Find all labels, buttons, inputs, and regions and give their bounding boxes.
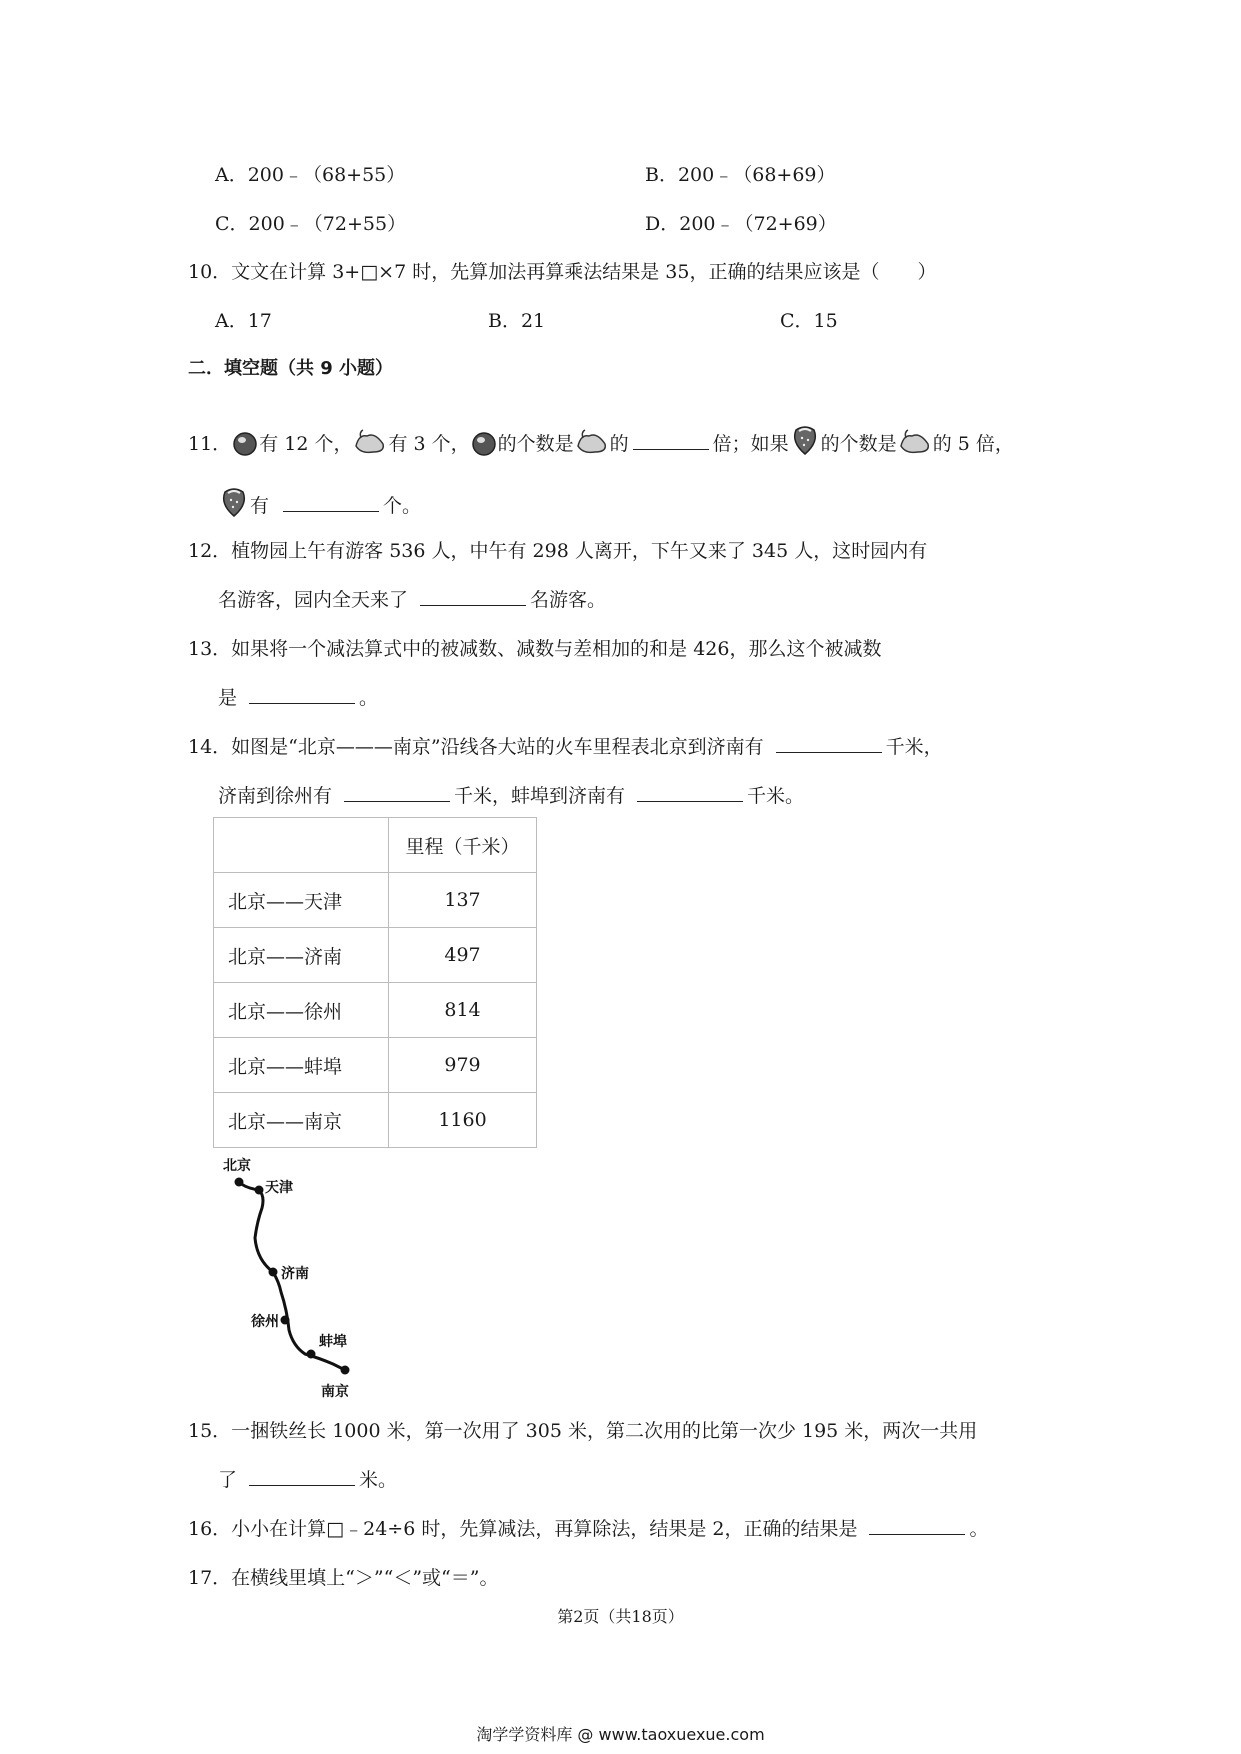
station-label: 北京	[223, 1158, 251, 1174]
table-row	[214, 928, 537, 983]
watermark: 淘学学资料库 @ www.taoxuexue.com	[476, 1725, 765, 1744]
table-cell-distance: 979	[389, 1038, 537, 1093]
table-cell-route: 北京——天津	[214, 873, 389, 928]
page-number: 第2页（共18页）	[557, 1607, 684, 1626]
q9-option-a: A．200﹣（68+55）	[215, 164, 406, 186]
mileage-table	[213, 817, 537, 1148]
station-label: 蚌埠	[319, 1334, 347, 1350]
q11-blank-2[interactable]	[283, 493, 379, 512]
q14-line2: 济南到徐州有 千米，蚌埠到济南有 千米。	[218, 785, 805, 807]
table-header-cell: 里程（千米）	[389, 818, 537, 873]
table-row	[214, 873, 537, 928]
q17-line: 17．在横线里填上“＞”“＜”或“＝”。	[188, 1567, 499, 1589]
q10-option-b: B．21	[488, 310, 546, 332]
q16-blank[interactable]	[869, 1516, 965, 1535]
q10-stem: 10．文文在计算 3+□×7 时，先算加法再算乘法结果是 35，正确的结果应该是（ ）	[188, 261, 937, 283]
apple-icon	[471, 430, 497, 463]
q12-blank[interactable]	[420, 587, 526, 606]
q14-line1: 14．如图是“北京———南京”沿线各大站的火车里程表北京到济南有 千米，	[188, 736, 943, 758]
table-row	[214, 983, 537, 1038]
table-cell-route: 北京——徐州	[214, 983, 389, 1038]
q15-line1: 15．一捆铁丝长 1000 米，第一次用了 305 米，第二次用的比第一次少 195 米，两次一共用	[188, 1420, 978, 1442]
table-cell-route: 北京——南京	[214, 1093, 389, 1148]
q11-number: 11．	[188, 433, 232, 455]
apple-icon	[232, 430, 258, 463]
strawberry-icon	[790, 422, 820, 463]
station-label: 天津	[265, 1180, 293, 1196]
station-dot	[341, 1366, 350, 1375]
table-header-cell	[214, 818, 389, 873]
railway-route-map	[215, 1150, 375, 1400]
pear-icon	[575, 428, 609, 463]
table-cell-route: 北京——蚌埠	[214, 1038, 389, 1093]
q10-option-c: C．15	[780, 310, 838, 332]
station-dot	[255, 1186, 264, 1195]
table-cell-route: 北京——济南	[214, 928, 389, 983]
q14-blank-1[interactable]	[776, 734, 882, 753]
station-label: 济南	[281, 1266, 309, 1282]
table-header-row	[214, 818, 537, 873]
q13-line1: 13．如果将一个减法算式中的被减数、减数与差相加的和是 426，那么这个被减数	[188, 638, 882, 660]
q11-line1: 11． 有 12 个， 有 3 个， 的个数是 的 倍；如果 的个数是 的 5 倍，	[188, 422, 1014, 463]
q13-line2: 是 。	[218, 687, 379, 709]
station-dot	[307, 1350, 316, 1359]
pear-icon	[353, 428, 387, 463]
q14-blank-3[interactable]	[637, 783, 743, 802]
q9-option-c: C．200﹣（72+55）	[215, 213, 407, 235]
station-dot	[269, 1268, 278, 1277]
station-dot	[235, 1178, 244, 1187]
q15-line2: 了 米。	[218, 1469, 398, 1491]
section-heading: 二．填空题（共 9 小题）	[188, 358, 394, 379]
station-dot	[281, 1316, 290, 1325]
q12-line2: 名游客，园内全天来了 名游客。	[218, 589, 607, 611]
station-label: 南京	[321, 1384, 349, 1400]
table-row	[214, 1038, 537, 1093]
q9-option-b: B．200﹣（68+69）	[645, 164, 836, 186]
q16-line: 16．小小在计算□﹣24÷6 时，先算减法，再算除法，结果是 2，正确的结果是 。	[188, 1518, 989, 1540]
q12-line1: 12．植物园上午有游客 536 人，中午有 298 人离开，下午又来了 345 人，这时园内有	[188, 540, 928, 562]
station-label: 徐州	[251, 1314, 279, 1330]
pear-icon	[898, 428, 932, 463]
q9-option-d: D．200﹣（72+69）	[645, 213, 837, 235]
q11-blank-1[interactable]	[633, 431, 709, 450]
table-cell-distance: 137	[389, 873, 537, 928]
table-cell-distance: 497	[389, 928, 537, 983]
q10-option-a: A．17	[215, 310, 272, 332]
table-cell-distance: 814	[389, 983, 537, 1038]
q15-blank[interactable]	[249, 1467, 355, 1486]
q14-blank-2[interactable]	[344, 783, 450, 802]
strawberry-icon	[219, 484, 249, 525]
q11-line2: 有 个。	[218, 484, 421, 525]
table-row	[214, 1093, 537, 1148]
table-cell-distance: 1160	[389, 1093, 537, 1148]
q13-blank[interactable]	[249, 685, 355, 704]
